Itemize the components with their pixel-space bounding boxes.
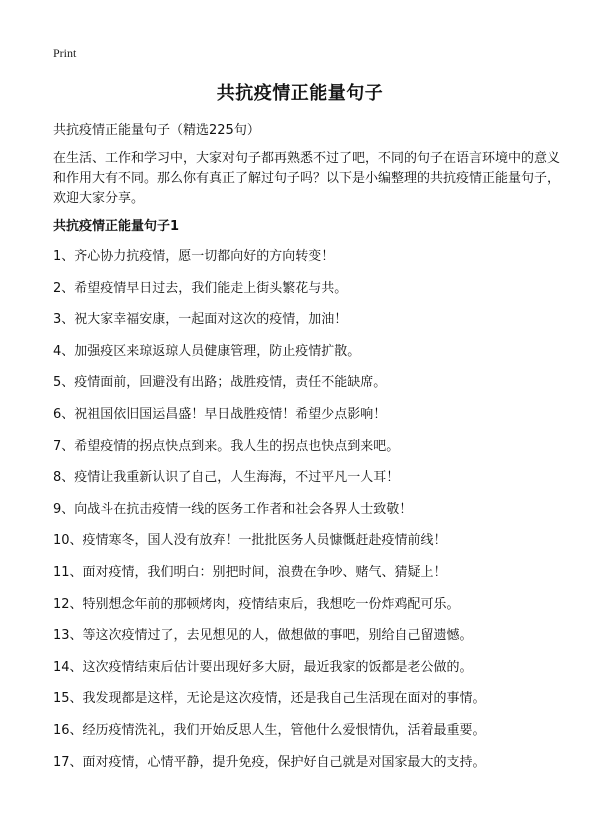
list-item: 2、希望疫情早日过去，我们能走上街头繁花与共。 xyxy=(53,280,348,296)
list-item: 16、经历疫情洗礼，我们开始反思人生，管他什么爱恨情仇，活着最重要。 xyxy=(53,722,486,738)
list-item: 1、齐心协力抗疫情，愿一切都向好的方向转变！ xyxy=(53,249,335,264)
subtitle: 共抗疫情正能量句子（精选225句） xyxy=(53,123,260,138)
list-item: 12、特别想念年前的那顿烤肉，疫情结束后，我想吃一份炸鸡配可乐。 xyxy=(53,596,460,612)
list-item: 5、疫情面前，回避没有出路；战胜疫情，责任不能缺席。 xyxy=(53,375,387,391)
print-link[interactable]: Print xyxy=(53,46,77,60)
page-title: 共抗疫情正能量句子 xyxy=(216,83,384,104)
list-item: 3、祝大家幸福安康，一起面对这次的疫情，加油！ xyxy=(53,312,348,328)
list-item: 8、疫情让我重新认识了自己，人生海海，不过平凡一人耳！ xyxy=(53,470,400,486)
list-item: 17、面对疫情，心情平静，提升免疫，保护好自己就是对国家最大的支持。 xyxy=(53,754,486,770)
section-heading: 共抗疫情正能量句子1 xyxy=(53,219,180,234)
list-item: 7、希望疫情的拐点快点到来。我人生的拐点也快点到来吧。 xyxy=(53,438,400,454)
list-item: 15、我发现都是这样，无论是这次疫情，还是我自己生活现在面对的事情。 xyxy=(53,691,486,707)
list-item: 14、这次疫情结束后估计要出现好多大厨，最近我家的饭都是老公做的。 xyxy=(53,659,473,675)
list-item: 6、祝祖国依旧国运昌盛！早日战胜疫情！希望少点影响！ xyxy=(53,406,387,422)
list-item: 11、面对疫情，我们明白：别把时间，浪费在争吵、赌气、猜疑上！ xyxy=(53,564,447,580)
list-item: 9、向战斗在抗击疫情一线的医务工作者和社会各界人士致敬！ xyxy=(53,501,413,517)
list-item: 10、疫情寒冬，国人没有放弃！一批批医务人员慷慨赶赴疫情前线！ xyxy=(53,533,447,549)
intro-paragraph: 在生活、工作和学习中，大家对句子都再熟悉不过了吧，不同的句子在语言环境中的意义和作用大有不同。那么你有真正了解过句子吗？以下是小编整理的共抗疫情正能量句子，欢迎大家分享。 xyxy=(53,151,561,206)
list-item: 4、加强疫区来琼返琼人员健康管理，防止疫情扩散。 xyxy=(53,343,361,359)
sentence-list xyxy=(53,247,573,784)
list-item: 13、等这次疫情过了，去见想见的人，做想做的事吧，别给自己留遗憾。 xyxy=(53,628,473,644)
